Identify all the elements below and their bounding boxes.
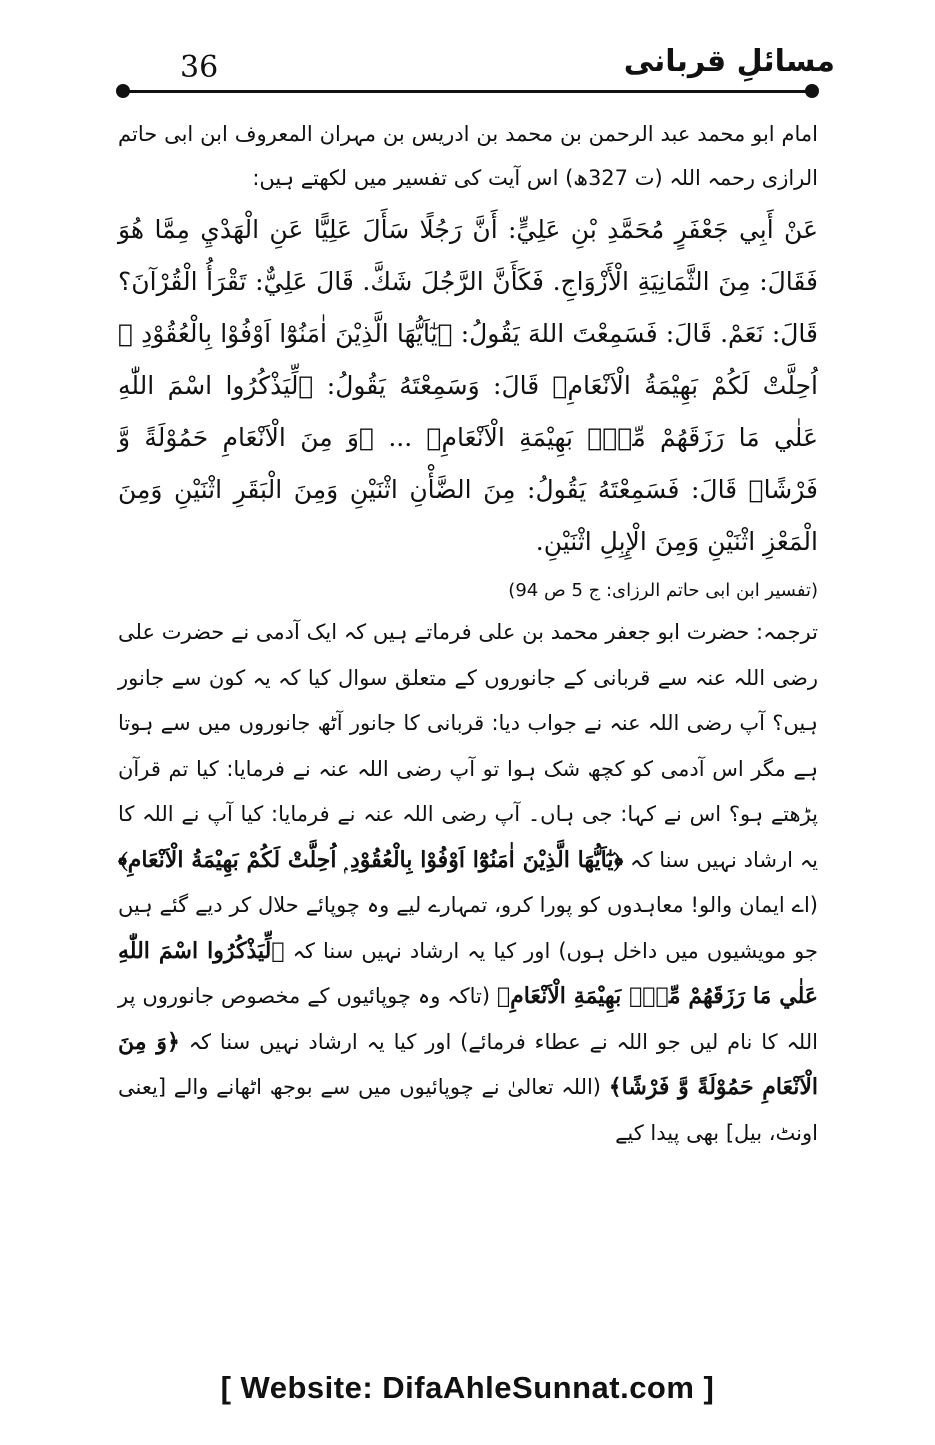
quran-verse-3: ﴿وَ مِنَ الْاَنْعَامِ حَمُوْلَةً وَّ فَرْشًا﴾: [118, 1028, 818, 1100]
website-footer: [ Website: DifaAhleSunnat.com ]: [220, 1370, 715, 1405]
translation-paragraph: [118, 610, 818, 1156]
source-reference: (تفسیر ابن ابی حاتم الرزای: ج 5 ص 94): [508, 580, 818, 601]
translation-text-1: ترجمہ: حضرت ابو جعفر محمد بن علی فرماتے ہیں کہ ایک آدمی نے حضرت علی رضی اللہ عنہ سے قربانی کے جانوروں کے متعلق سوال کیا کہ یہ کون سے جانور ہیں؟ آپ رضی اللہ عنہ نے جواب دیا: قربانی کا جانور آٹھ جانوروں میں سے ہوتا ہے مگر اس آدمی کو کچھ شک ہوا تو آپ رضی اللہ عنہ نے فرمایا: کیا تم قرآن پڑھتے ہو؟ اس نے کہا: جی ہاں۔ آپ رضی اللہ عنہ نے فرمایا: کیا آپ نے اللہ کا یہ ارشاد نہیں سنا کہ: [118, 620, 818, 872]
quran-verse-1: ﴿يٰٓاَيُّهَا الَّذِيْنَ اٰمَنُوْٓا اَوْفُوْا بِالْعُقُوْدِ ۭ اُحِلَّتْ لَكُمْ بَهِيْمَةُ الْاَنْعَامِ﴾: [118, 846, 624, 873]
translation-text-4: (اللہ تعالیٰ نے چوپائیوں میں سے بوجھ اٹھانے والے [یعنی اونٹ، بیل] بھی پیدا کیے: [118, 1075, 818, 1145]
quran-verse-2: ﴿لِّيَذْكُرُوا اسْمَ اللّٰهِ عَلٰي مَا رَزَقَهُمْ مِّنْۢ بَهِيْمَةِ الْاَنْعَامِ﴾: [118, 937, 818, 1009]
rule-end-dot-left: [116, 84, 130, 98]
page-number: 36: [180, 50, 219, 85]
header-rule: [120, 90, 815, 93]
page-header: [90, 38, 845, 108]
intro-paragraph: امام ابو محمد عبد الرحمن بن محمد بن ادریس بن مہران المعروف ابن ابی حاتم الرازی رحمہ اللہ (ت 327ھ) اس آیت کی تفسیر میں لکھتے ہیں:: [118, 122, 818, 190]
rule-end-dot-right: [805, 84, 819, 98]
book-title: مسائلِ قربانی: [623, 44, 835, 79]
translation-text-2: (اے ایمان والو! معاہدوں کو پورا کرو، تمہارے لیے وہ چوپائے حلال کر دیے گئے ہیں جو مویشیوں میں داخل ہوں) اور کیا یہ ارشاد نہیں سنا کہ: [118, 893, 818, 963]
arabic-hadith-text: عَنْ أَبِي جَعْفَرٍ مُحَمَّدِ بْنِ عَلِيٍّ: أَنَّ رَجُلًا سَأَلَ عَلِيًّا عَنِ الْهَدْيِ مِمَّا هُوَ فَقَالَ: مِنَ الثَّمَانِيَةِ الْأَزْوَاجِ. فَكَأَنَّ الرَّجُلَ شَكَّ. قَالَ عَلِيٌّ: تَقْرَأُ الْقُرْآنَ؟ قَالَ: نَعَمْ. قَالَ: فَسَمِعْتَ اللهَ يَقُولُ: ﴿يٰٓاَيُّهَا الَّذِيْنَ اٰمَنُوْٓا اَوْفُوْا بِالْعُقُوْدِ ۭ اُحِلَّتْ لَكُمْ بَهِيْمَةُ الْاَنْعَامِ﴾ قَالَ: وَسَمِعْتَهُ يَقُولُ: ﴿لِّيَذْكُرُوا اسْمَ اللّٰهِ عَلٰي مَا رَزَقَهُمْ مِّنْۢ بَهِيْمَةِ الْاَنْعَامِ﴾ ... ﴿وَ مِنَ الْاَنْعَامِ حَمُوْلَةً وَّ فَرْشًا﴾ قَالَ: فَسَمِعْتَهُ يَقُولُ: مِنَ الضَّأْنِ اثْنَيْنِ وَمِنَ الْبَقَرِ اثْنَيْنِ وَمِنَ الْمَعْزِ اثْنَيْنِ وَمِنَ الْإِبِلِ اثْنَيْنِ.: [118, 215, 818, 556]
page-body: [118, 112, 818, 1156]
translation-text-3: (تاکہ وہ چوپائیوں کے مخصوص جانوروں پر اللہ کا نام لیں جو اللہ نے عطاء فرمائے) اور کیا یہ ارشاد نہیں سنا کہ: [118, 984, 818, 1054]
